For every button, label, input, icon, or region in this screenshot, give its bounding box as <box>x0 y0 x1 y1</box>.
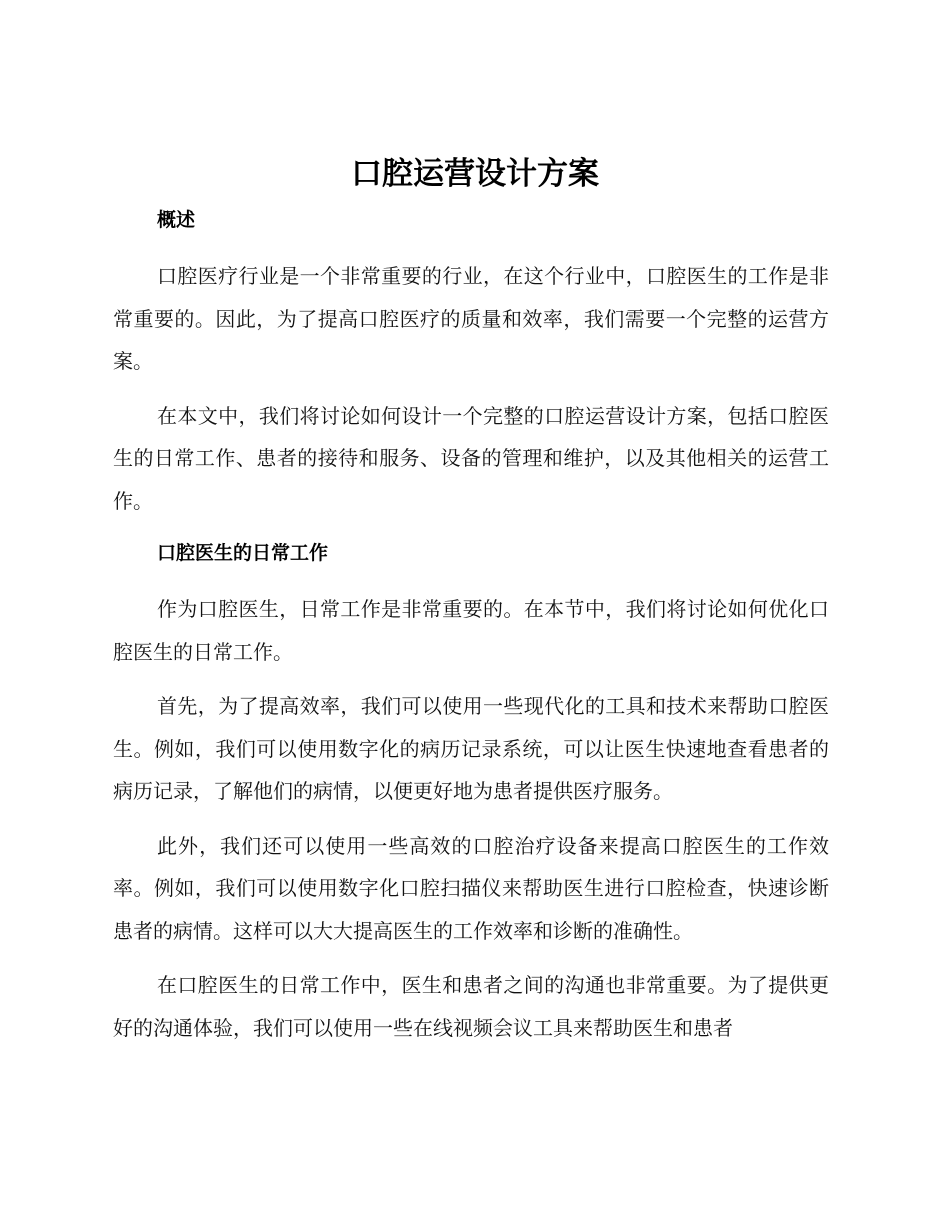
paragraph-overview-1: 口腔医疗行业是一个非常重要的行业，在这个行业中，口腔医生的工作是非常重要的。因此，为了提高口腔医疗的质量和效率，我们需要一个完整的运营方案。 <box>113 264 829 373</box>
paragraph-daily-work-2: 首先，为了提高效率，我们可以使用一些现代化的工具和技术来帮助口腔医生。例如，我们可以使用数字化的病历记录系统，可以让医生快速地查看患者的病历记录，了解他们的病情，以便更好地为患者提供医疗服务。 <box>113 694 829 803</box>
section-heading-daily-work: 口腔医生的日常工作 <box>157 542 329 564</box>
paragraph-daily-work-4: 在口腔医生的日常工作中，医生和患者之间的沟通也非常重要。为了提供更好的沟通体验，我们可以使用一些在线视频会议工具来帮助医生和患者 <box>113 973 829 1040</box>
paragraph-overview-2: 在本文中，我们将讨论如何设计一个完整的口腔运营设计方案，包括口腔医生的日常工作、患者的接待和服务、设备的管理和维护，以及其他相关的运营工作。 <box>113 403 829 513</box>
paragraph-daily-work-1: 作为口腔医生，日常工作是非常重要的。在本节中，我们将讨论如何优化口腔医生的日常工作。 <box>113 597 829 664</box>
document-body <box>113 201 829 1049</box>
page-title: 口腔运营设计方案 <box>351 156 599 192</box>
paragraph-daily-work-3: 此外，我们还可以使用一些高效的口腔治疗设备来提高口腔医生的工作效率。例如，我们可以使用数字化口腔扫描仪来帮助医生进行口腔检查，快速诊断患者的病情。这样可以大大提高医生的工作效率和诊断的准确性。 <box>113 833 829 943</box>
section-heading-overview: 概述 <box>157 209 196 231</box>
